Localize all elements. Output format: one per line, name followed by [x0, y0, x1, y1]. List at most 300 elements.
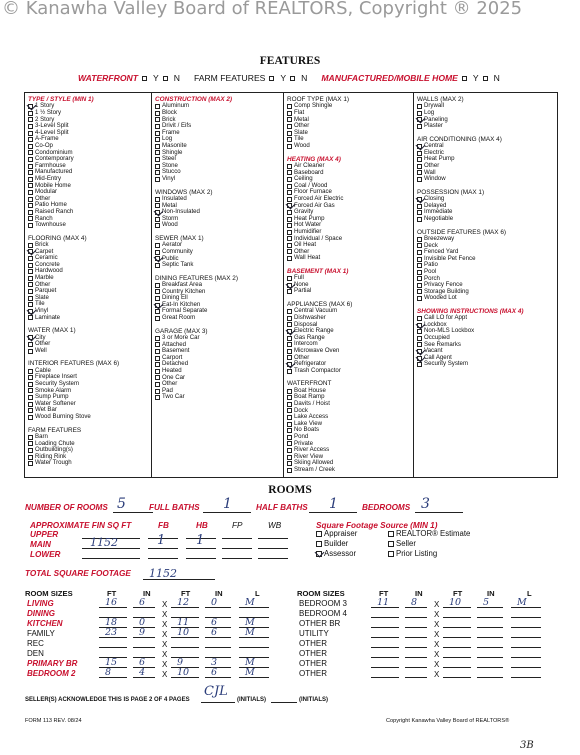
- checkbox-item[interactable]: [287, 130, 413, 137]
- checkbox[interactable]: [28, 137, 33, 142]
- checkbox[interactable]: [28, 144, 33, 149]
- sqft-entry-line[interactable]: [222, 538, 252, 539]
- farm-no-box[interactable]: [290, 76, 295, 81]
- total-sqft-field[interactable]: [143, 568, 215, 580]
- checkbox[interactable]: [155, 111, 160, 116]
- checkbox[interactable]: [417, 210, 422, 215]
- checkbox[interactable]: [28, 157, 33, 162]
- sqft-source-option[interactable]: [388, 541, 416, 548]
- checkbox[interactable]: [287, 342, 292, 347]
- checkbox[interactable]: [28, 276, 33, 281]
- room-size-field[interactable]: [405, 599, 427, 608]
- checkbox[interactable]: [28, 223, 33, 228]
- sqft-entry-line[interactable]: [148, 558, 178, 559]
- checkbox[interactable]: [417, 157, 422, 162]
- checkbox[interactable]: [28, 170, 33, 175]
- checkbox[interactable]: [287, 243, 292, 248]
- room-size-field[interactable]: [405, 629, 427, 638]
- checked-checkbox[interactable]: [417, 356, 422, 361]
- checkbox-label: Central: [424, 142, 444, 150]
- checkbox[interactable]: [417, 204, 422, 209]
- checkbox-item[interactable]: [417, 256, 557, 263]
- room-size-field[interactable]: [205, 609, 231, 618]
- checked-checkbox[interactable]: [417, 117, 422, 122]
- farm-yes-box[interactable]: [269, 76, 274, 81]
- checkbox-item[interactable]: [417, 216, 557, 223]
- room-size-field[interactable]: [99, 629, 127, 638]
- checkbox[interactable]: [28, 131, 33, 136]
- checked-checkbox[interactable]: [155, 210, 160, 215]
- checkbox[interactable]: [417, 329, 422, 334]
- checkbox[interactable]: [28, 408, 33, 413]
- room-size-field[interactable]: [511, 629, 541, 638]
- checked-checkbox[interactable]: [287, 362, 292, 367]
- checkbox[interactable]: [28, 441, 33, 446]
- room-size-field[interactable]: [205, 639, 231, 648]
- room-size-field[interactable]: [371, 659, 399, 668]
- checked-checkbox[interactable]: [155, 256, 160, 261]
- checkbox[interactable]: [287, 111, 292, 116]
- checkbox[interactable]: [155, 104, 160, 109]
- checkbox[interactable]: [417, 283, 422, 288]
- features-column-1: [25, 93, 151, 477]
- checkbox[interactable]: [28, 461, 33, 466]
- checkbox[interactable]: [155, 243, 160, 248]
- checkbox[interactable]: [417, 270, 422, 275]
- room-size-field[interactable]: [371, 599, 399, 608]
- checkbox-item[interactable]: [28, 295, 151, 302]
- room-size-field[interactable]: [371, 639, 399, 648]
- checkbox[interactable]: [155, 223, 160, 228]
- checkbox[interactable]: [287, 164, 292, 169]
- checkbox[interactable]: [417, 243, 422, 248]
- checkbox[interactable]: [155, 375, 160, 380]
- checkbox[interactable]: [417, 237, 422, 242]
- checkbox[interactable]: [287, 369, 292, 374]
- sqft-entry-line[interactable]: [186, 548, 216, 549]
- checkbox[interactable]: [155, 382, 160, 387]
- room-size-field[interactable]: [133, 629, 155, 638]
- room-size-field[interactable]: [205, 649, 231, 658]
- sqft-entry-line[interactable]: [222, 558, 252, 559]
- checkbox[interactable]: [287, 256, 292, 261]
- sqft-entry-line[interactable]: [222, 548, 252, 549]
- checkbox[interactable]: [155, 170, 160, 175]
- checkbox[interactable]: [28, 402, 33, 407]
- checkbox[interactable]: [155, 137, 160, 142]
- room-size-field[interactable]: [99, 639, 127, 648]
- checkbox[interactable]: [417, 164, 422, 169]
- room-size-field[interactable]: [477, 609, 503, 618]
- checkbox[interactable]: [28, 296, 33, 301]
- checkbox[interactable]: [287, 177, 292, 182]
- room-size-field[interactable]: [477, 649, 503, 658]
- room-size-field[interactable]: [371, 669, 399, 678]
- checkbox-item[interactable]: [417, 361, 557, 368]
- seller1-initials-field[interactable]: [201, 684, 235, 703]
- checkbox[interactable]: [28, 203, 33, 208]
- checkbox[interactable]: [287, 210, 292, 215]
- num-rooms-field[interactable]: [113, 496, 153, 513]
- checkbox[interactable]: [155, 217, 160, 222]
- checkbox[interactable]: [287, 184, 292, 189]
- checkbox[interactable]: [316, 531, 322, 537]
- checkbox[interactable]: [28, 395, 33, 400]
- checkbox[interactable]: [417, 104, 422, 109]
- checkbox-item[interactable]: [417, 262, 557, 269]
- section-heading: WATERFRONT: [287, 380, 332, 388]
- room-size-field[interactable]: [239, 629, 269, 638]
- room-size-field[interactable]: [99, 669, 127, 678]
- checkbox[interactable]: [28, 369, 33, 374]
- main-hb-value: 1: [196, 533, 205, 548]
- checked-checkbox[interactable]: [417, 144, 422, 149]
- checkbox[interactable]: [28, 342, 33, 347]
- checkbox[interactable]: [28, 263, 33, 268]
- checkbox-label: Baseboard: [294, 168, 324, 176]
- room-size-value: 23: [105, 627, 118, 638]
- checkbox-label: Aerator: [162, 241, 182, 249]
- checkbox[interactable]: [287, 230, 292, 235]
- checkbox[interactable]: [28, 269, 33, 274]
- waterfront-yes-box[interactable]: [142, 76, 147, 81]
- checkbox[interactable]: [28, 455, 33, 460]
- room-size-field[interactable]: [171, 629, 199, 638]
- checkbox[interactable]: [28, 256, 33, 261]
- checkbox[interactable]: [155, 131, 160, 136]
- room-size-field[interactable]: [405, 619, 427, 628]
- room-size-field[interactable]: [133, 669, 155, 678]
- room-size-field[interactable]: [477, 639, 503, 648]
- room-size-field[interactable]: [511, 669, 541, 678]
- checkbox-item[interactable]: [287, 255, 413, 262]
- checked-checkbox[interactable]: [417, 197, 422, 202]
- checkbox[interactable]: [287, 289, 292, 294]
- room-size-field[interactable]: [239, 639, 269, 648]
- checkbox[interactable]: [417, 217, 422, 222]
- room-size-field[interactable]: [205, 659, 231, 668]
- room-size-field[interactable]: [443, 669, 471, 678]
- checkbox[interactable]: [417, 336, 422, 341]
- checkbox-item[interactable]: [417, 103, 557, 110]
- checkbox-label: Formal Separate: [162, 307, 208, 315]
- checkbox[interactable]: [155, 283, 160, 288]
- checkbox[interactable]: [287, 104, 292, 109]
- checkbox-item[interactable]: [28, 222, 151, 229]
- checkbox[interactable]: [155, 369, 160, 374]
- checkbox[interactable]: [28, 183, 33, 188]
- checkbox[interactable]: [28, 210, 33, 215]
- sqft-entry-line[interactable]: [258, 548, 288, 549]
- section-heading: GARAGE (MAX 3): [155, 327, 208, 335]
- checkbox[interactable]: [417, 170, 422, 175]
- room-size-field[interactable]: [405, 609, 427, 618]
- checkbox[interactable]: [28, 388, 33, 393]
- room-size-field[interactable]: [443, 649, 471, 658]
- checkbox[interactable]: [155, 342, 160, 347]
- sqft-source-option[interactable]: [316, 531, 357, 538]
- room-size-field[interactable]: [371, 649, 399, 658]
- room-size-field[interactable]: [443, 599, 471, 608]
- checkbox[interactable]: [417, 250, 422, 255]
- mobile-no-box[interactable]: [483, 76, 488, 81]
- sqft-entry-line[interactable]: [258, 538, 288, 539]
- checked-checkbox[interactable]: [316, 551, 322, 557]
- room-size-value: 6: [139, 597, 146, 608]
- checked-checkbox[interactable]: [28, 249, 33, 254]
- room-size-field[interactable]: [511, 609, 541, 618]
- room-size-field[interactable]: [133, 639, 155, 648]
- checkbox[interactable]: [28, 289, 33, 294]
- room-size-field[interactable]: [405, 639, 427, 648]
- checkbox-item[interactable]: [155, 222, 283, 229]
- sqft-source-label: Square Footage Source (MIN 1): [316, 521, 438, 530]
- checkbox[interactable]: [28, 197, 33, 202]
- checkbox-item[interactable]: [28, 348, 151, 355]
- room-name: BEDROOM 3: [299, 599, 348, 608]
- room-size-field[interactable]: [443, 629, 471, 638]
- sqft-source-option[interactable]: [316, 541, 348, 548]
- checkbox[interactable]: [287, 448, 292, 453]
- sqft-source-option[interactable]: [316, 551, 356, 558]
- room-size-field[interactable]: [205, 599, 231, 608]
- checkbox[interactable]: [287, 395, 292, 400]
- checkbox-item[interactable]: [417, 236, 557, 243]
- checkbox[interactable]: [287, 428, 292, 433]
- checked-checkbox[interactable]: [28, 104, 33, 109]
- checkbox[interactable]: [28, 315, 33, 320]
- checkbox[interactable]: [388, 551, 394, 557]
- checkbox[interactable]: [417, 263, 422, 268]
- checkbox[interactable]: [28, 164, 33, 169]
- checkbox[interactable]: [417, 289, 422, 294]
- room-size-field[interactable]: [371, 609, 399, 618]
- checkbox[interactable]: [287, 124, 292, 129]
- checkbox-item[interactable]: [417, 295, 557, 302]
- checkbox[interactable]: [417, 151, 422, 156]
- checkbox[interactable]: [388, 541, 394, 547]
- checkbox[interactable]: [417, 124, 422, 129]
- checkbox[interactable]: [155, 263, 160, 268]
- checkbox[interactable]: [417, 362, 422, 367]
- checkbox[interactable]: [417, 257, 422, 262]
- checkbox[interactable]: [155, 197, 160, 202]
- checkbox[interactable]: [155, 336, 160, 341]
- checkbox[interactable]: [287, 217, 292, 222]
- checkbox[interactable]: [28, 349, 33, 354]
- checkbox[interactable]: [417, 276, 422, 281]
- checked-checkbox[interactable]: [28, 309, 33, 314]
- half-baths-field[interactable]: [309, 496, 357, 513]
- checkbox-item[interactable]: [287, 143, 413, 150]
- sqft-entry-line[interactable]: [148, 548, 178, 549]
- checkbox[interactable]: [28, 282, 33, 287]
- checkbox-item[interactable]: [287, 288, 413, 295]
- x-separator: X: [162, 670, 168, 679]
- checkbox[interactable]: [28, 190, 33, 195]
- checkbox-item[interactable]: [155, 381, 283, 388]
- checkbox-item[interactable]: [155, 315, 283, 322]
- checked-checkbox[interactable]: [287, 283, 292, 288]
- full-baths-field[interactable]: [203, 496, 251, 513]
- checkbox-label: Heated: [162, 367, 182, 375]
- room-size-field[interactable]: [205, 619, 231, 628]
- room-size-field[interactable]: [511, 639, 541, 648]
- room-size-field[interactable]: [511, 649, 541, 658]
- checkbox[interactable]: [287, 190, 292, 195]
- room-size-field[interactable]: [405, 659, 427, 668]
- checkbox[interactable]: [155, 362, 160, 367]
- seller2-initials-field[interactable]: [271, 692, 297, 703]
- room-size-field[interactable]: [477, 629, 503, 638]
- sqft-entry-line[interactable]: [186, 558, 216, 559]
- checkbox[interactable]: [287, 131, 292, 136]
- room-size-field[interactable]: [443, 639, 471, 648]
- checkbox[interactable]: [287, 389, 292, 394]
- checkbox[interactable]: [28, 448, 33, 453]
- sqft-entry-line[interactable]: [258, 558, 288, 559]
- checkbox[interactable]: [28, 375, 33, 380]
- room-size-field[interactable]: [171, 599, 199, 608]
- room-size-field[interactable]: [405, 669, 427, 678]
- room-size-field[interactable]: [371, 619, 399, 628]
- checkbox[interactable]: [287, 249, 292, 254]
- checkbox[interactable]: [155, 150, 160, 155]
- room-size-field[interactable]: [171, 669, 199, 678]
- checkbox[interactable]: [155, 144, 160, 149]
- checkbox[interactable]: [155, 124, 160, 129]
- checkbox[interactable]: [287, 309, 292, 314]
- checkbox[interactable]: [287, 144, 292, 149]
- checkbox[interactable]: [287, 455, 292, 460]
- checkbox[interactable]: [28, 150, 33, 155]
- checkbox[interactable]: [287, 117, 292, 122]
- sqft-source-option[interactable]: [388, 551, 437, 558]
- checkbox[interactable]: [287, 441, 292, 446]
- room-size-field[interactable]: [477, 619, 503, 628]
- checkbox[interactable]: [287, 402, 292, 407]
- checkbox-item[interactable]: [287, 467, 413, 474]
- room-size-field[interactable]: [511, 599, 541, 608]
- checkbox[interactable]: [287, 415, 292, 420]
- checkbox[interactable]: [287, 137, 292, 142]
- room-size-field[interactable]: [171, 649, 199, 658]
- checkbox-item[interactable]: [28, 414, 151, 421]
- checkbox-item[interactable]: [155, 394, 283, 401]
- checkbox-item[interactable]: [155, 130, 283, 137]
- checkbox[interactable]: [287, 336, 292, 341]
- checked-checkbox[interactable]: [287, 329, 292, 334]
- checkbox[interactable]: [287, 435, 292, 440]
- room-size-field[interactable]: [133, 599, 155, 608]
- checkbox[interactable]: [287, 349, 292, 354]
- room-size-field[interactable]: [477, 669, 503, 678]
- checked-checkbox[interactable]: [155, 303, 160, 308]
- bedrooms-field[interactable]: [415, 496, 463, 513]
- room-size-field[interactable]: [171, 639, 199, 648]
- checkbox-item[interactable]: [417, 123, 557, 130]
- checkbox[interactable]: [28, 216, 33, 221]
- checkbox-label: Oil Heat: [294, 241, 317, 249]
- checkbox[interactable]: [155, 389, 160, 394]
- checkbox[interactable]: [155, 164, 160, 169]
- checkbox-item[interactable]: [155, 176, 283, 183]
- checkbox[interactable]: [28, 435, 33, 440]
- checkbox[interactable]: [155, 289, 160, 294]
- room-size-field[interactable]: [205, 629, 231, 638]
- room-size-field[interactable]: [443, 619, 471, 628]
- checkbox[interactable]: [155, 117, 160, 122]
- checkbox-item[interactable]: [287, 103, 413, 110]
- checked-checkbox[interactable]: [417, 323, 422, 328]
- checkbox[interactable]: [417, 296, 422, 301]
- checkbox[interactable]: [155, 316, 160, 321]
- checkbox[interactable]: [28, 124, 33, 129]
- checkbox[interactable]: [287, 236, 292, 241]
- checked-checkbox[interactable]: [287, 203, 292, 208]
- room-size-field[interactable]: [239, 599, 269, 608]
- checkbox-item[interactable]: [417, 163, 557, 170]
- checkbox-item[interactable]: [287, 368, 413, 375]
- checkbox[interactable]: [287, 408, 292, 413]
- checkbox[interactable]: [155, 309, 160, 314]
- checkbox[interactable]: [28, 382, 33, 387]
- room-size-field[interactable]: [477, 599, 503, 608]
- checkbox[interactable]: [287, 422, 292, 427]
- checkbox[interactable]: [155, 177, 160, 182]
- room-size-field[interactable]: [371, 629, 399, 638]
- sqft-entry-line[interactable]: [82, 558, 140, 559]
- checkbox[interactable]: [28, 111, 33, 116]
- checkbox[interactable]: [155, 157, 160, 162]
- waterfront-no-box[interactable]: [163, 76, 168, 81]
- column-header: FT: [107, 589, 117, 598]
- checkbox[interactable]: [28, 117, 33, 122]
- checkbox[interactable]: [28, 177, 33, 182]
- checkbox[interactable]: [155, 356, 160, 361]
- room-size-field[interactable]: [99, 599, 127, 608]
- checkbox[interactable]: [287, 461, 292, 466]
- room-size-field[interactable]: [511, 619, 541, 628]
- room-size-field[interactable]: [99, 659, 127, 668]
- checkbox-item[interactable]: [417, 176, 557, 183]
- room-size-field[interactable]: [443, 609, 471, 618]
- checked-checkbox[interactable]: [28, 335, 33, 340]
- mobile-yes-box[interactable]: [462, 76, 467, 81]
- checkbox[interactable]: [417, 177, 422, 182]
- room-size-field[interactable]: [477, 659, 503, 668]
- checkbox[interactable]: [287, 316, 292, 321]
- checkbox-item[interactable]: [28, 460, 151, 467]
- sqft-source-option[interactable]: [388, 531, 470, 538]
- half-baths-label: HALF BATHS: [256, 503, 308, 512]
- checkbox-item[interactable]: [28, 315, 151, 322]
- checkbox[interactable]: [287, 468, 292, 473]
- room-size-field[interactable]: [405, 649, 427, 658]
- checkbox-item[interactable]: [155, 262, 283, 269]
- checkbox[interactable]: [287, 223, 292, 228]
- room-size-field[interactable]: [239, 669, 269, 678]
- checkbox[interactable]: [155, 395, 160, 400]
- checkbox-label: Brick: [162, 115, 176, 123]
- room-size-field[interactable]: [205, 669, 231, 678]
- checkbox[interactable]: [28, 415, 33, 420]
- checkbox[interactable]: [287, 170, 292, 175]
- room-size-field[interactable]: [511, 659, 541, 668]
- checkbox[interactable]: [155, 349, 160, 354]
- checkbox[interactable]: [388, 531, 394, 537]
- room-size-field[interactable]: [443, 659, 471, 668]
